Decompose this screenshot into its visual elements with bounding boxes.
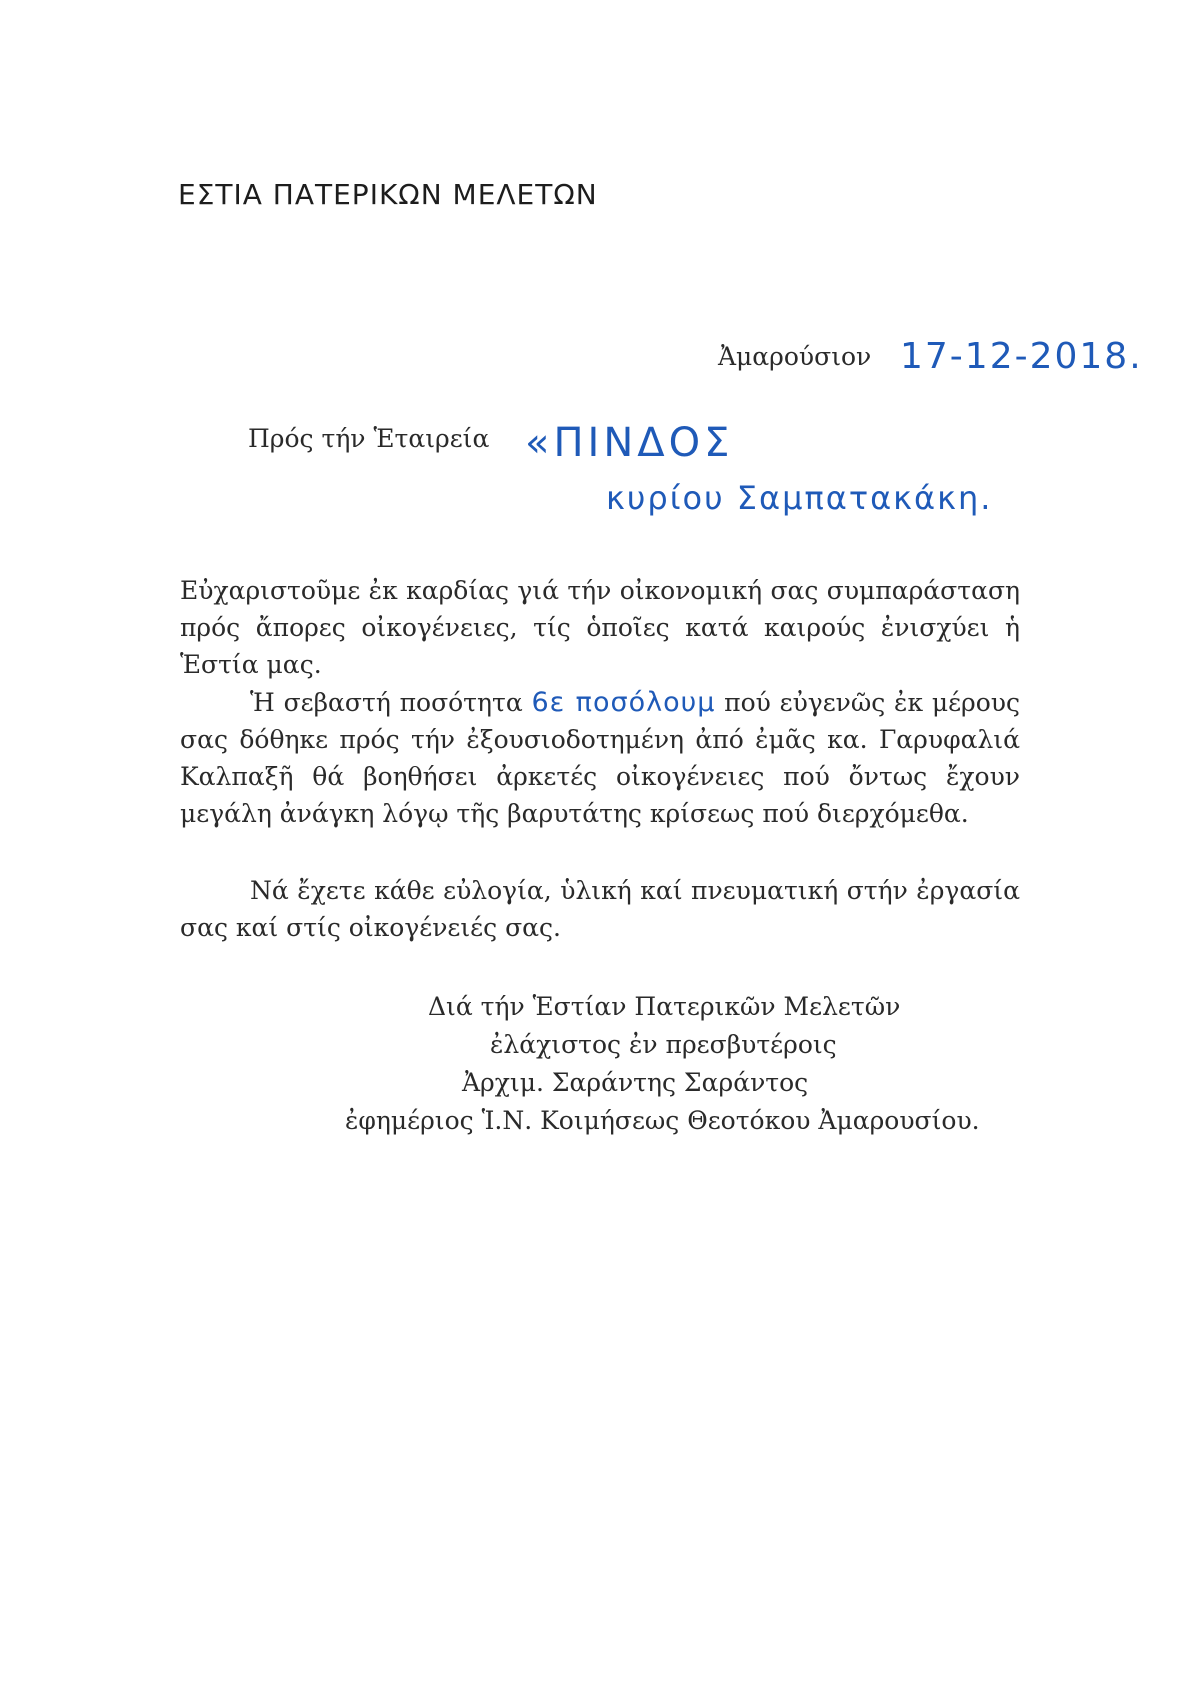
handwritten-recipient-name: κυρίου Σαμπατακάκη. xyxy=(606,479,993,517)
letterhead: ΕΣΤΙΑ ΠΑΤΕΡΙΚΩΝ ΜΕΛΕΤΩΝ xyxy=(178,178,598,211)
paragraph-donation xyxy=(180,684,1020,832)
recipient-label: Πρός τήν Ἑταιρεία xyxy=(248,424,490,453)
paragraph-thanks: Εὐχαριστοῦμε ἐκ καρδίας γιά τήν οἰκονομική σας συμπαράσταση πρός ἄπορες οἰκογένειες, τίς ὁποῖες κατά καιρούς ἐνισχύει ἡ Ἑστία μας. xyxy=(180,576,1020,679)
signature-line-3: Ἀρχιμ. Σαράντης Σαράντος xyxy=(462,1068,809,1097)
signature-line-4: ἐφημέριος Ἱ.Ν. Κοιμήσεως Θεοτόκου Ἀμαρουσίου. xyxy=(345,1106,980,1135)
signature-line-2: ἐλάχιστος ἐν πρεσβυτέροις xyxy=(490,1030,837,1059)
place-name: Ἀμαρούσιον xyxy=(718,342,872,371)
paragraph-donation-end: πού εὐγενῶς ἐκ μέρους σας δόθηκε πρός τήν ἐξουσιοδοτημένη ἀπό ἐμᾶς κα. Γαρυφαλιά Καλπαξῆ θά βοηθήσει ἀρκετές οἰκογένειες πού ὄντως ἔχουν μεγάλη ἀνάγκη λόγῳ τῆς βαρυτάτης κρίσεως πού διερχόμεθα. xyxy=(180,688,1020,828)
handwritten-recipient-company: «ΠΙΝΔΟΣ xyxy=(525,420,734,466)
handwritten-date: 17-12-2018. xyxy=(900,336,1143,377)
paragraph-blessing: Νά ἔχετε κάθε εὐλογία, ὑλική καί πνευματική στήν ἐργασία σας καί στίς οἰκογένειές σας. xyxy=(180,876,1020,942)
paragraph-donation-start: Ἡ σεβαστή ποσότητα xyxy=(250,688,523,717)
handwritten-amount: 6ε ποσόλουμ xyxy=(531,687,716,718)
signature-line-1: Διά τήν Ἑστίαν Πατερικῶν Μελετῶν xyxy=(428,992,901,1021)
